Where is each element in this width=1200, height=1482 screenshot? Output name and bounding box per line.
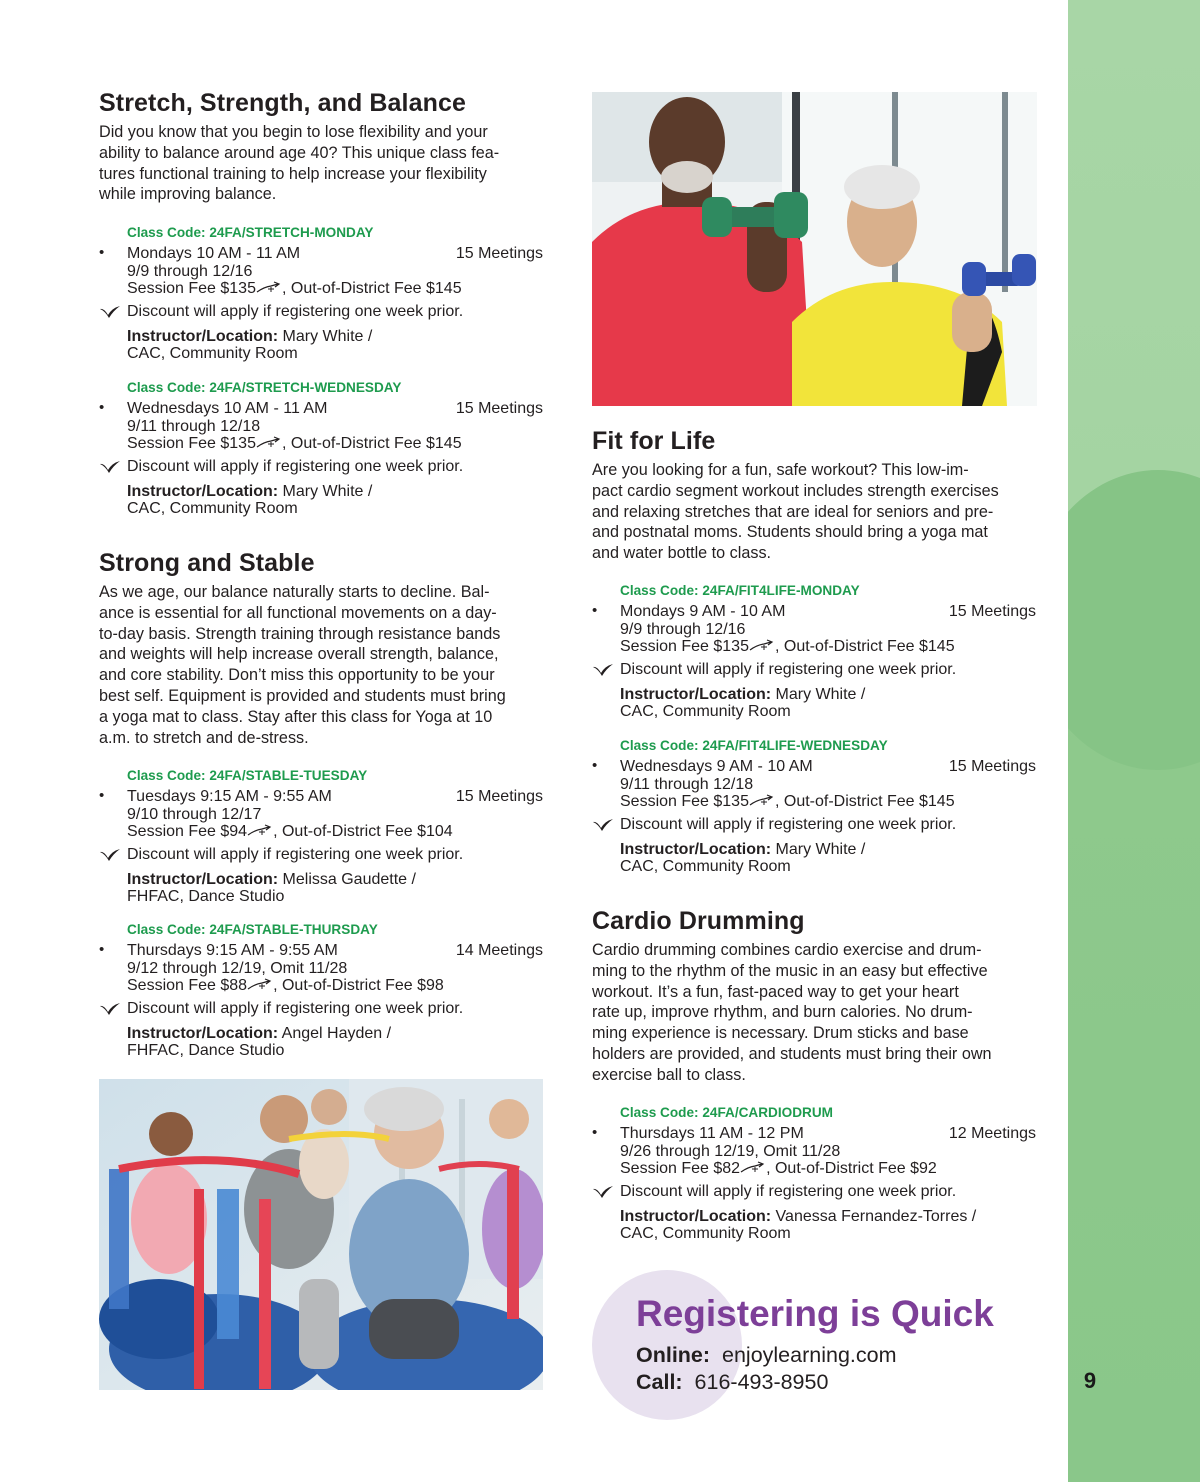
out-of-district-fee: , Out-of-District Fee $145: [774, 793, 955, 810]
description-line: a.m. to stretch and de-stress.: [99, 728, 309, 747]
schedule-row: [592, 1125, 1036, 1143]
bullet-icon: •: [592, 1124, 598, 1141]
class-location: CAC, Community Room: [127, 500, 298, 517]
section-title: Fit for Life: [592, 427, 716, 455]
class-location: FHFAC, Dance Studio: [127, 888, 285, 905]
section-title: Cardio Drumming: [592, 907, 805, 935]
out-of-district-fee: , Out-of-District Fee $98: [273, 977, 444, 994]
session-fee: Session Fee $135: [620, 638, 749, 655]
class-code: Class Code: 24FA/FIT4LIFE-MONDAY: [620, 583, 860, 598]
class-location: CAC, Community Room: [620, 858, 791, 875]
class-offer: [592, 582, 1036, 720]
senior-discount-arrow-icon: [256, 436, 282, 449]
discount-row: [592, 1182, 1036, 1202]
class-code: Class Code: 24FA/STRETCH-MONDAY: [127, 225, 374, 240]
schedule-row: [592, 603, 1036, 621]
class-location: FHFAC, Dance Studio: [127, 1042, 285, 1059]
class-offer: [592, 737, 1036, 875]
schedule-row: [99, 942, 543, 960]
class-fees: [620, 793, 1036, 810]
section-description: [592, 460, 1036, 564]
page-number: 9: [1083, 1368, 1097, 1393]
discount-row: [99, 457, 543, 477]
instructor-label: Instructor/Location:: [620, 686, 772, 703]
session-fee: Session Fee $135: [127, 435, 256, 452]
class-schedule: Thursdays 9:15 AM - 9:55 AM: [127, 942, 338, 959]
discount-note: Discount will apply if registering one week prior.: [620, 1183, 957, 1200]
class-fees: [127, 823, 543, 840]
section-stretch: [99, 88, 543, 205]
class-dates: 9/10 through 12/17: [127, 806, 262, 823]
instructor-location: [127, 483, 543, 500]
phone-number[interactable]: 616-493-8950: [682, 1370, 829, 1394]
senior-discount-arrow-icon: [749, 639, 775, 652]
class-fees: [127, 435, 543, 452]
instructor-location: [127, 871, 543, 888]
senior-discount-arrow-icon: [749, 794, 775, 807]
class-dates: 9/26 through 12/19, Omit 11/28: [620, 1143, 841, 1160]
photo-resistance-band-class: [99, 1079, 543, 1390]
description-line: and postnatal moms. Students should bring a yoga mat: [592, 523, 988, 542]
instructor-label: Instructor/Location:: [127, 328, 279, 345]
online-url[interactable]: enjoylearning.com: [710, 1343, 897, 1367]
bullet-icon: •: [99, 399, 105, 416]
instructor-name: Mary White /: [278, 483, 373, 500]
checkmark-swoosh-icon: [99, 460, 121, 474]
discount-row: [99, 999, 543, 1019]
description-line: to-day basis. Strength training through resistance bands: [99, 624, 501, 643]
section-description: [592, 940, 1036, 1086]
class-fees: [620, 638, 1036, 655]
meeting-count: 12 Meetings: [948, 1125, 1036, 1142]
description-line: and relaxing stretches that are ideal for seniors and pre-: [592, 502, 994, 521]
instructor-label: Instructor/Location:: [620, 1208, 772, 1225]
section-stable: [99, 548, 543, 748]
class-schedule: Mondays 10 AM - 11 AM: [127, 245, 301, 262]
schedule-row: [99, 245, 543, 263]
instructor-location: [127, 1025, 543, 1042]
session-fee: Session Fee $135: [127, 280, 256, 297]
out-of-district-fee: , Out-of-District Fee $145: [281, 280, 462, 297]
session-fee: Session Fee $82: [620, 1160, 741, 1177]
out-of-district-fee: , Out-of-District Fee $104: [273, 823, 453, 840]
checkmark-swoosh-icon: [99, 848, 121, 862]
discount-row: [99, 302, 543, 322]
class-offer: [99, 379, 543, 517]
out-of-district-fee: , Out-of-District Fee $92: [766, 1160, 937, 1177]
registering-title: Registering is Quick: [636, 1293, 994, 1334]
instructor-name: Mary White /: [771, 841, 866, 858]
section-title: Strong and Stable: [99, 549, 315, 577]
session-fee: Session Fee $135: [620, 793, 749, 810]
instructor-label: Instructor/Location:: [127, 1025, 279, 1042]
class-location: CAC, Community Room: [620, 703, 791, 720]
description-line: ming experience is necessary. Drum sticks and base: [592, 1024, 969, 1043]
class-location: CAC, Community Room: [620, 1225, 791, 1242]
call-label: Call:: [636, 1370, 683, 1394]
meeting-count: 15 Meetings: [455, 245, 543, 262]
class-code: Class Code: 24FA/STABLE-THURSDAY: [127, 922, 378, 937]
section-description: [99, 582, 543, 748]
bullet-icon: •: [592, 602, 598, 619]
class-dates: 9/11 through 12/18: [620, 776, 754, 793]
meeting-count: 15 Meetings: [455, 400, 543, 417]
description-line: while improving balance.: [99, 185, 277, 204]
schedule-row: [99, 788, 543, 806]
discount-row: [592, 815, 1036, 835]
class-offer: [99, 224, 543, 362]
instructor-name: Mary White /: [771, 686, 866, 703]
schedule-row: [592, 758, 1036, 776]
senior-discount-arrow-icon: [247, 824, 273, 837]
class-schedule: Tuesdays 9:15 AM - 9:55 AM: [127, 788, 332, 805]
description-line: best self. Equipment is provided and students must bring: [99, 686, 506, 705]
section-fit-for-life: [592, 426, 1036, 564]
class-schedule: Thursdays 11 AM - 12 PM: [620, 1125, 804, 1142]
bullet-icon: •: [99, 244, 105, 261]
registering-call: [636, 1369, 828, 1395]
class-offer: [99, 767, 543, 905]
checkmark-swoosh-icon: [592, 1185, 614, 1199]
class-offer: [99, 921, 543, 1059]
senior-discount-arrow-icon: [247, 978, 273, 991]
bullet-icon: •: [99, 941, 105, 958]
instructor-label: Instructor/Location:: [127, 871, 279, 888]
band-wave-shape: [1068, 470, 1200, 770]
registering-online: [636, 1342, 897, 1368]
session-fee: Session Fee $94: [127, 823, 248, 840]
discount-note: Discount will apply if registering one week prior.: [127, 846, 464, 863]
out-of-district-fee: , Out-of-District Fee $145: [774, 638, 955, 655]
discount-note: Discount will apply if registering one week prior.: [620, 661, 957, 678]
checkmark-swoosh-icon: [99, 305, 121, 319]
description-line: As we age, our balance naturally starts to decline. Bal-: [99, 583, 490, 601]
class-schedule: Mondays 9 AM - 10 AM: [620, 603, 786, 620]
description-line: workout. It’s a fun, fast-paced way to get your heart: [592, 982, 959, 1001]
instructor-location: [620, 686, 1036, 703]
class-schedule: Wednesdays 10 AM - 11 AM: [127, 400, 328, 417]
class-fees: [620, 1160, 1036, 1177]
class-code: Class Code: 24FA/FIT4LIFE-WEDNESDAY: [620, 738, 888, 753]
instructor-location: [620, 1208, 1036, 1225]
discount-note: Discount will apply if registering one week prior.: [127, 303, 464, 320]
online-label: Online:: [636, 1343, 711, 1367]
instructor-location: [127, 328, 543, 345]
discount-row: [592, 660, 1036, 680]
session-fee: Session Fee $88: [127, 977, 248, 994]
description-line: and core stability. Don’t miss this opportunity to be your: [99, 666, 495, 685]
description-line: pact cardio segment workout includes strength exercises: [592, 481, 999, 500]
instructor-location: [620, 841, 1036, 858]
description-line: and weights will help increase overall strength, balance,: [99, 645, 499, 664]
instructor-name: Mary White /: [278, 328, 373, 345]
meeting-count: 15 Meetings: [948, 603, 1036, 620]
class-dates: 9/9 through 12/16: [620, 621, 746, 638]
class-schedule: Wednesdays 9 AM - 10 AM: [620, 758, 813, 775]
description-line: ance is essential for all functional movements on a day-: [99, 603, 497, 622]
bullet-icon: •: [99, 787, 105, 804]
section-title: Stretch, Strength, and Balance: [99, 89, 466, 117]
class-dates: 9/11 through 12/18: [127, 418, 261, 435]
photo-seniors-dumbbells: [592, 92, 1037, 406]
description-line: ming to the rhythm of the music in an easy but effective: [592, 961, 988, 980]
description-line: rate up, improve rhythm, and burn calories. No drum-: [592, 1003, 973, 1022]
checkmark-swoosh-icon: [99, 1002, 121, 1016]
description-line: ability to balance around age 40? This unique class fea-: [99, 143, 500, 162]
description-line: holders are provided, and students must bring their own: [592, 1044, 992, 1063]
out-of-district-fee: , Out-of-District Fee $145: [281, 435, 462, 452]
section-description: [99, 122, 543, 205]
meeting-count: 15 Meetings: [455, 788, 543, 805]
senior-discount-arrow-icon: [256, 281, 282, 294]
description-line: exercise ball to class.: [592, 1065, 746, 1084]
class-dates: 9/12 through 12/19, Omit 11/28: [127, 960, 348, 977]
class-code: Class Code: 24FA/CARDIODRUM: [620, 1105, 833, 1120]
discount-note: Discount will apply if registering one week prior.: [620, 816, 957, 833]
side-decorative-band: [1068, 0, 1200, 1482]
schedule-row: [99, 400, 543, 418]
senior-discount-arrow-icon: [740, 1161, 766, 1174]
class-fees: [127, 977, 543, 994]
class-code: Class Code: 24FA/STRETCH-WEDNESDAY: [127, 380, 402, 395]
meeting-count: 14 Meetings: [455, 942, 543, 959]
instructor-name: Melissa Gaudette /: [278, 871, 416, 888]
class-dates: 9/9 through 12/16: [127, 263, 253, 280]
class-location: CAC, Community Room: [127, 345, 298, 362]
discount-note: Discount will apply if registering one week prior.: [127, 458, 464, 475]
description-line: Are you looking for a fun, safe workout? This low-im-: [592, 461, 969, 479]
discount-note: Discount will apply if registering one week prior.: [127, 1000, 464, 1017]
description-line: a yoga mat to class. Stay after this class for Yoga at 10: [99, 707, 493, 726]
description-line: Did you know that you begin to lose flexibility and your: [99, 123, 488, 141]
class-fees: [127, 280, 543, 297]
bullet-icon: •: [592, 757, 598, 774]
instructor-name: Vanessa Fernandez-Torres /: [771, 1208, 977, 1225]
description-line: Cardio drumming combines cardio exercise and drum-: [592, 941, 982, 959]
checkmark-swoosh-icon: [592, 818, 614, 832]
class-code: Class Code: 24FA/STABLE-TUESDAY: [127, 768, 368, 783]
instructor-label: Instructor/Location:: [620, 841, 772, 858]
discount-row: [99, 845, 543, 865]
checkmark-swoosh-icon: [592, 663, 614, 677]
description-line: tures functional training to help increase your flexibility: [99, 164, 487, 183]
class-offer: [592, 1104, 1036, 1242]
instructor-label: Instructor/Location:: [127, 483, 279, 500]
section-cardio-drumming: [592, 906, 1036, 1086]
description-line: and water bottle to class.: [592, 544, 772, 563]
meeting-count: 15 Meetings: [948, 758, 1036, 775]
instructor-name: Angel Hayden /: [278, 1025, 392, 1042]
